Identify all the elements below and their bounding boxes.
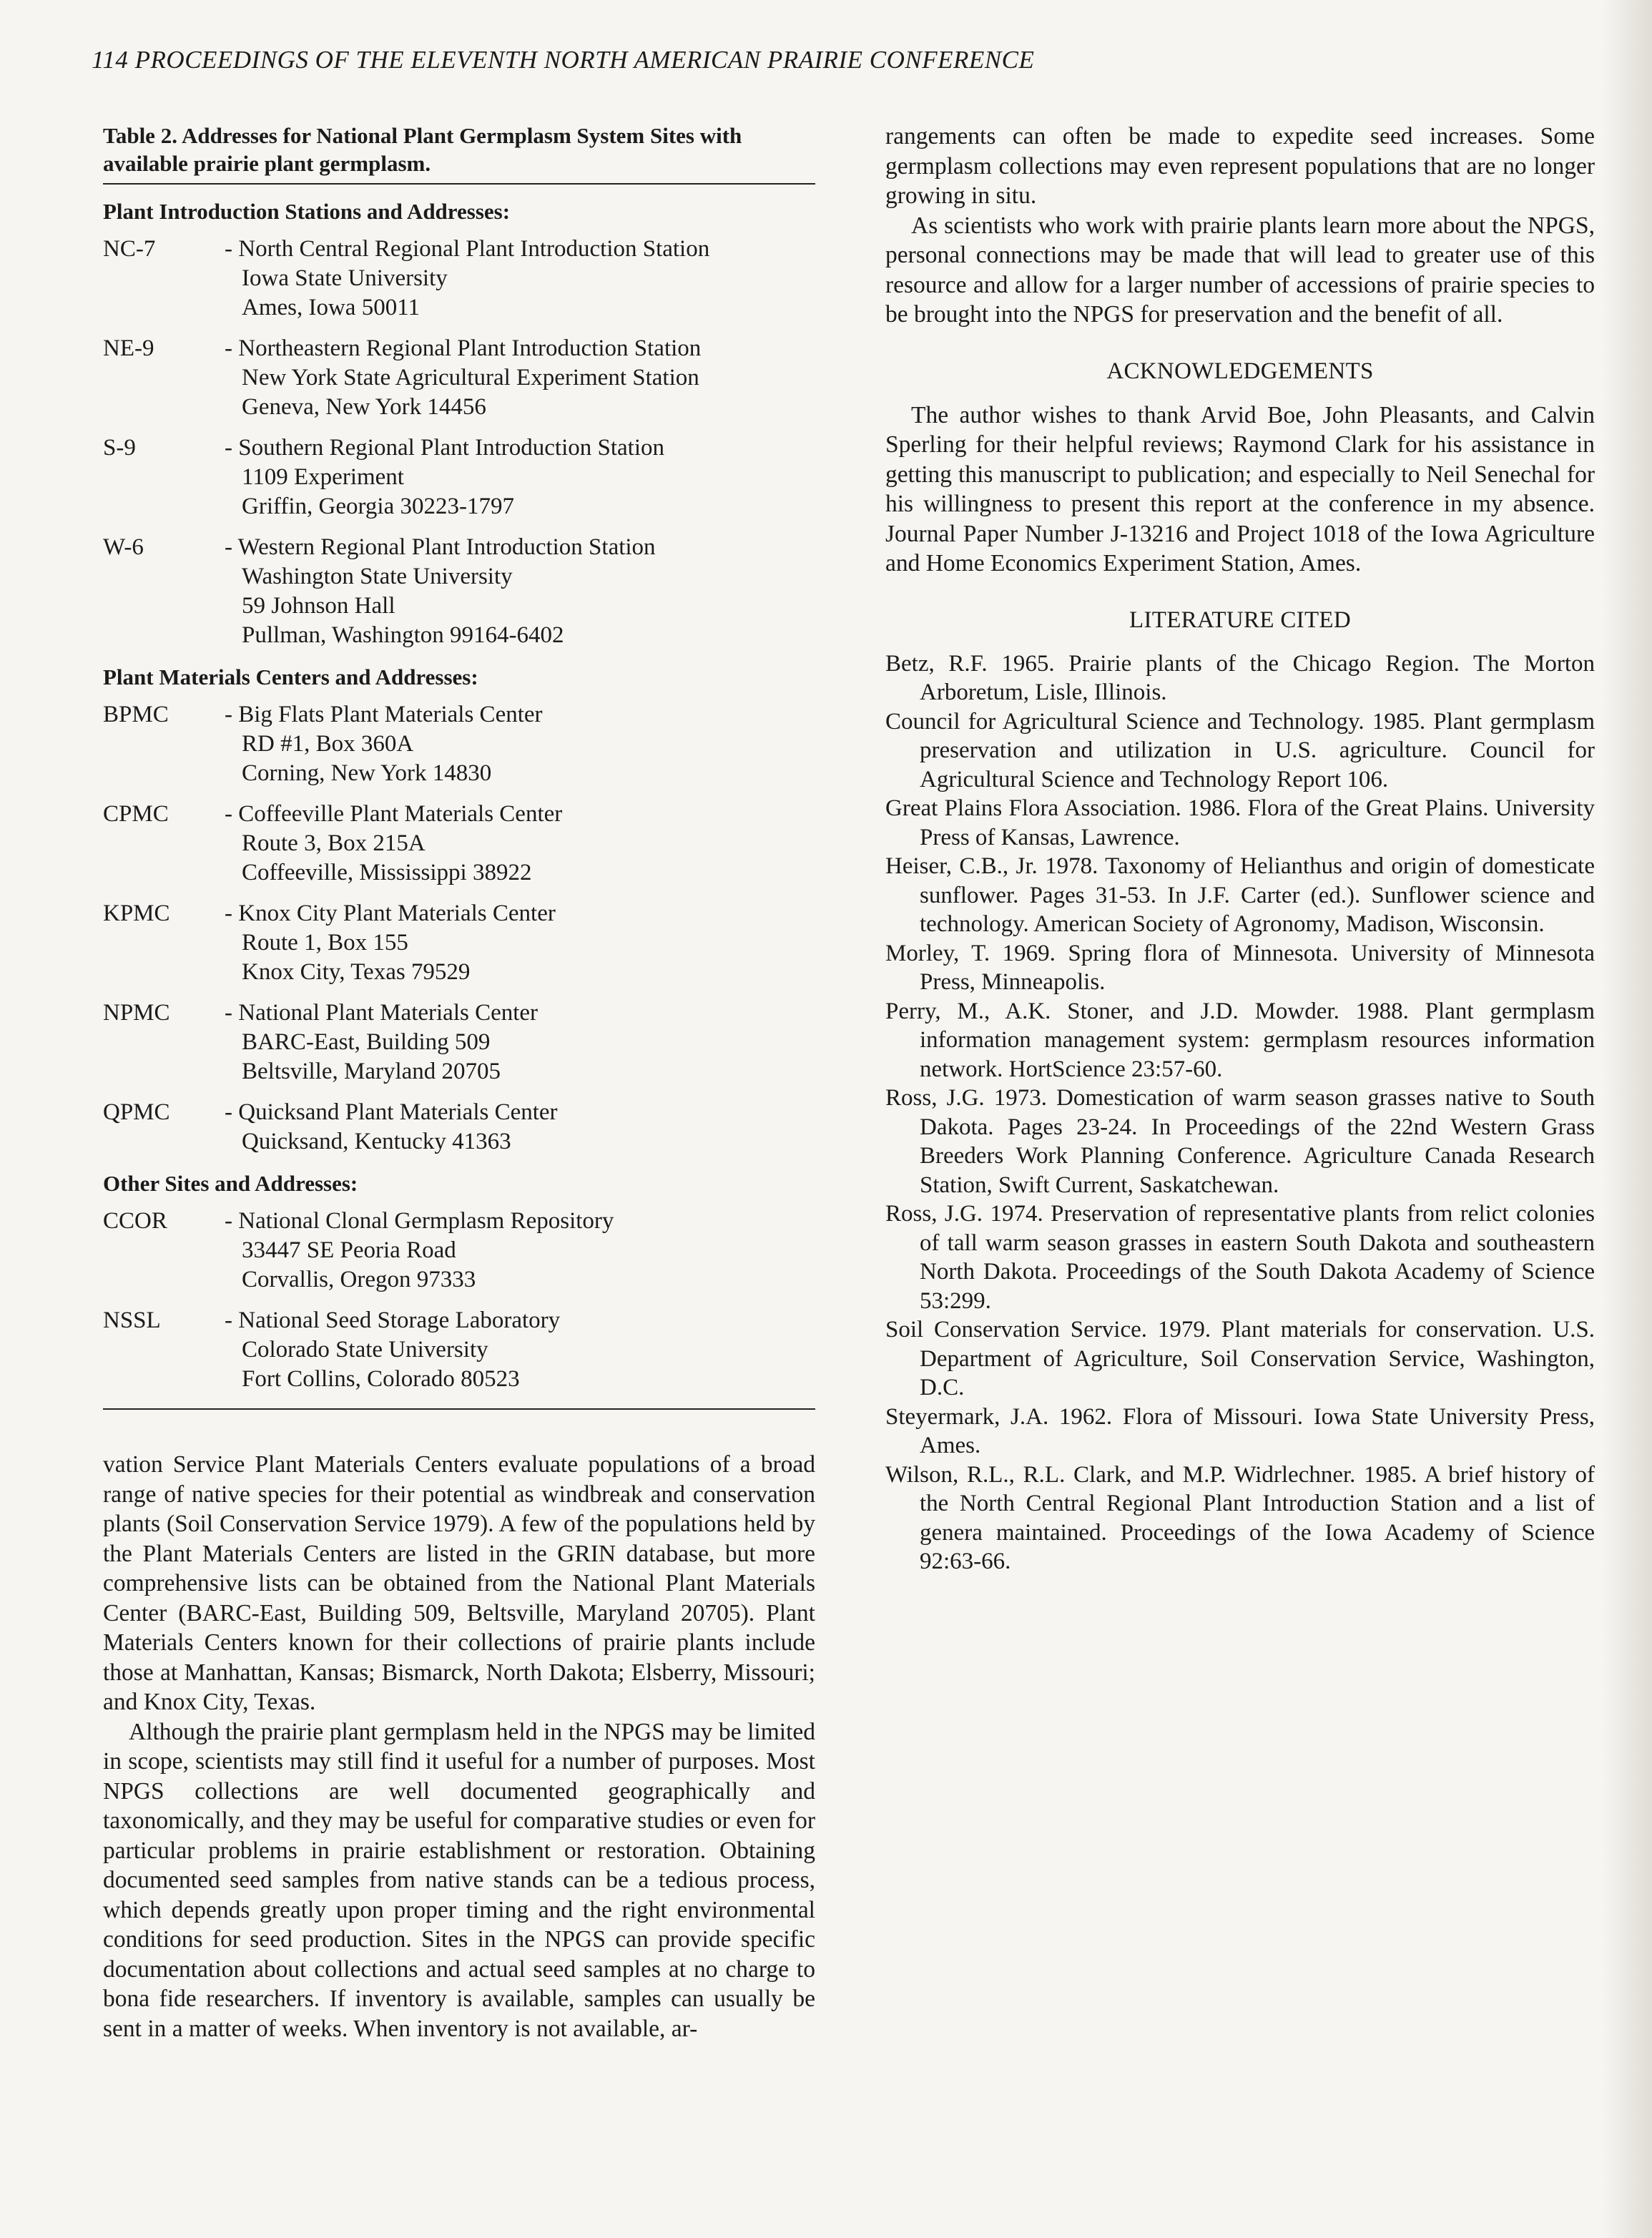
- running-header: [92, 46, 1034, 74]
- address-line: Corvallis, Oregon 97333: [242, 1267, 476, 1292]
- address-line: - National Plant Materials Center: [225, 1000, 539, 1026]
- address-line: Fort Collins, Colorado 80523: [242, 1366, 520, 1392]
- table-row: [103, 1207, 815, 1295]
- address-line: Griffin, Georgia 30223-1797: [242, 494, 514, 519]
- table-row: [103, 899, 815, 987]
- running-title: PROCEEDINGS OF THE ELEVENTH NORTH AMERICAN PRAIRIE CONFERENCE: [134, 46, 1035, 74]
- address-line: 1109 Experiment: [242, 464, 404, 490]
- address-line: - Western Regional Plant Introduction Station: [225, 534, 656, 560]
- table-row: [103, 235, 815, 323]
- reference-item: Morley, T. 1969. Spring flora of Minnesota. University of Minnesota Press, Minneapolis.: [885, 940, 1595, 995]
- table-section-heading: Other Sites and Addresses:: [103, 1171, 358, 1196]
- site-address: [225, 998, 815, 1086]
- body-paragraph: Although the prairie plant germplasm held in the NPGS may be limited in scope, scientists may still find it useful for a number of purposes. Most NPGS collections are well documented geographically and taxonomically, and they may be useful for comparative studies or even for particular problems in prairie establishment or restoration. Obtaining documented seed samples from native stands can be a tedious process, which depends greatly upon proper timing and the right environmental conditions for seed production. Sites in the NPGS can provide specific documentation about collections and actual seed samples at no charge to bona fide researchers. If inventory is available, samples can usually be sent in a matter of weeks. When inventory is not available, ar-: [103, 1718, 815, 2042]
- address-line: RD #1, Box 360A: [242, 731, 414, 757]
- address-line: New York State Agricultural Experiment Station: [242, 365, 699, 391]
- reference-item: Betz, R.F. 1965. Prairie plants of the Chicago Region. The Morton Arboretum, Lisle, Illinois.: [885, 650, 1595, 705]
- literature-heading: LITERATURE CITED: [1129, 607, 1351, 633]
- table-section-heading: Plant Materials Centers and Addresses:: [103, 664, 478, 689]
- left-body-text: [103, 1450, 815, 2043]
- address-line: - National Clonal Germplasm Repository: [225, 1208, 614, 1234]
- site-address: [225, 800, 815, 888]
- address-line: - Coffeeville Plant Materials Center: [225, 801, 563, 827]
- site-address: [225, 1306, 815, 1394]
- site-code: CCOR: [103, 1208, 167, 1234]
- address-line: - National Seed Storage Laboratory: [225, 1307, 561, 1333]
- site-address: [225, 533, 815, 650]
- site-code: S-9: [103, 435, 136, 461]
- acknowledgements-heading: ACKNOWLEDGEMENTS: [1106, 358, 1374, 384]
- table-row: [103, 998, 815, 1086]
- address-line: BARC-East, Building 509: [242, 1029, 491, 1055]
- table-section-heading: Plant Introduction Stations and Addresses:: [103, 199, 511, 224]
- site-code: BPMC: [103, 702, 169, 727]
- address-table: [103, 199, 815, 1394]
- address-line: Pullman, Washington 99164-6402: [242, 622, 564, 648]
- address-line: - Northeastern Regional Plant Introduction Station: [225, 335, 702, 361]
- address-line: - Knox City Plant Materials Center: [225, 900, 556, 926]
- address-line: 59 Johnson Hall: [242, 593, 395, 619]
- reference-item: Ross, J.G. 1974. Preservation of representative plants from relict colonies of tall warm season grasses in eastern South Dakota and southeastern North Dakota. Proceedings of the South Dakota Academy of Science 53:299.: [885, 1201, 1595, 1314]
- site-code: QPMC: [103, 1099, 170, 1125]
- page-number: 114: [92, 46, 129, 74]
- site-address: [225, 899, 815, 987]
- site-code: NPMC: [103, 1000, 170, 1026]
- address-line: Beltsville, Maryland 20705: [242, 1059, 501, 1084]
- table-row: [103, 700, 815, 788]
- reference-item: Soil Conservation Service. 1979. Plant materials for conservation. U.S. Department of Agriculture, Soil Conservation Service, Washington, D.C.: [885, 1317, 1595, 1400]
- site-address: [225, 1098, 815, 1157]
- acknowledgements-text: The author wishes to thank Arvid Boe, John Pleasants, and Calvin Sperling for their helpful reviews; Raymond Clark for his assistance in getting this manuscript to publication; and especially to Neil Senechal for his willingness to present this report at the conference in my absence. Journal Paper Number J-13216 and Project 1018 of the Iowa Agriculture and Home Economics Experiment Station, Ames.: [885, 401, 1595, 576]
- address-line: Colorado State University: [242, 1337, 488, 1363]
- page-edge-shadow: [1602, 0, 1652, 2238]
- reference-item: Heiser, C.B., Jr. 1978. Taxonomy of Helianthus and origin of domesticate sunflower. Pages 31-53. In J.F. Carter (ed.). Sunflower science and technology. American Society of Agronomy, Madison, Wisconsin.: [885, 853, 1595, 937]
- address-line: Route 1, Box 155: [242, 930, 408, 956]
- address-line: Geneva, New York 14456: [242, 394, 486, 420]
- right-column: [885, 122, 1595, 1576]
- address-line: Quicksand, Kentucky 41363: [242, 1129, 511, 1154]
- table-row: [103, 1098, 815, 1157]
- address-line: - Quicksand Plant Materials Center: [225, 1099, 558, 1125]
- address-line: - Southern Regional Plant Introduction Station: [225, 435, 665, 461]
- address-line: - North Central Regional Plant Introduction Station: [225, 236, 710, 262]
- table-row: [103, 533, 815, 650]
- address-line: Ames, Iowa 50011: [242, 295, 420, 320]
- body-paragraph: vation Service Plant Materials Centers evaluate populations of a broad range of native species for their potential as windbreak and conservation plants (Soil Conservation Service 1979). A few of the populations held by the Plant Materials Centers are listed in the GRIN database, but more comprehensive lists can be obtained from the National Plant Materials Center (BARC-East, Building 509, Beltsville, Maryland 20705). Plant Materials Centers known for their collections of prairie plants include those at Manhattan, Kansas; Bismarck, North Dakota; Elsberry, Missouri; and Knox City, Texas.: [103, 1451, 815, 1715]
- site-code: CPMC: [103, 801, 169, 827]
- table-row: [103, 433, 815, 521]
- site-code: W-6: [103, 534, 144, 560]
- site-code: KPMC: [103, 900, 170, 926]
- reference-item: Steyermark, J.A. 1962. Flora of Missouri. Iowa State University Press, Ames.: [885, 1403, 1595, 1458]
- left-column: [103, 122, 815, 2043]
- site-address: [225, 433, 815, 521]
- reference-item: Perry, M., A.K. Stoner, and J.D. Mowder. 1988. Plant germplasm information management system: germplasm resources information network. HortScience 23:57-60.: [885, 998, 1595, 1082]
- site-address: [225, 334, 815, 422]
- site-code: NC-7: [103, 236, 156, 262]
- reference-item: Ross, J.G. 1973. Domestication of warm season grasses native to South Dakota. Pages 23-24. In Proceedings of the 22nd Western Grass Breeders Work Planning Conference. Agriculture Canada Research Station, Swift Current, Saskatchewan.: [885, 1085, 1595, 1198]
- reference-item: Wilson, R.L., R.L. Clark, and M.P. Widrlechner. 1985. A brief history of the North Central Regional Plant Introduction Station and a list of genera maintained. Proceedings of the Iowa Academy of Science 92:63-66.: [885, 1461, 1595, 1574]
- table-row: [103, 800, 815, 888]
- table-bottom-rule: [103, 1408, 815, 1410]
- reference-item: Council for Agricultural Science and Technology. 1985. Plant germplasm preservation and utilization in U.S. agriculture. Council for Agricultural Science and Technology Report 106.: [885, 708, 1595, 792]
- address-line: Route 3, Box 215A: [242, 830, 426, 856]
- address-line: Knox City, Texas 79529: [242, 959, 471, 985]
- address-line: - Big Flats Plant Materials Center: [225, 702, 543, 727]
- site-code: NE-9: [103, 335, 154, 361]
- address-line: Iowa State University: [242, 265, 448, 291]
- site-address: [225, 700, 815, 788]
- site-code: NSSL: [103, 1307, 161, 1333]
- reference-item: Great Plains Flora Association. 1986. Flora of the Great Plains. University Press of Kansas, Lawrence.: [885, 795, 1595, 850]
- address-line: Washington State University: [242, 564, 513, 589]
- table-top-rule: [103, 183, 815, 185]
- address-line: Coffeeville, Mississippi 38922: [242, 860, 532, 885]
- address-line: 33447 SE Peoria Road: [242, 1237, 456, 1263]
- address-line: Corning, New York 14830: [242, 760, 492, 786]
- table-row: [103, 334, 815, 422]
- site-address: [225, 235, 815, 323]
- body-paragraph: rangements can often be made to expedite seed increases. Some germplasm collections may even represent populations that are no longer growing in situ.: [885, 123, 1595, 209]
- site-address: [225, 1207, 815, 1295]
- table-caption: Table 2. Addresses for National Plant Germplasm System Sites with available prairie plant germplasm.: [103, 123, 742, 176]
- table-row: [103, 1306, 815, 1394]
- reference-list: [885, 649, 1595, 1576]
- body-paragraph: As scientists who work with prairie plants learn more about the NPGS, personal connections may be made that will lead to greater use of this resource and allow for a larger number of accessions of prairie species to be brought into the NPGS for preservation and the benefit of all.: [885, 212, 1595, 328]
